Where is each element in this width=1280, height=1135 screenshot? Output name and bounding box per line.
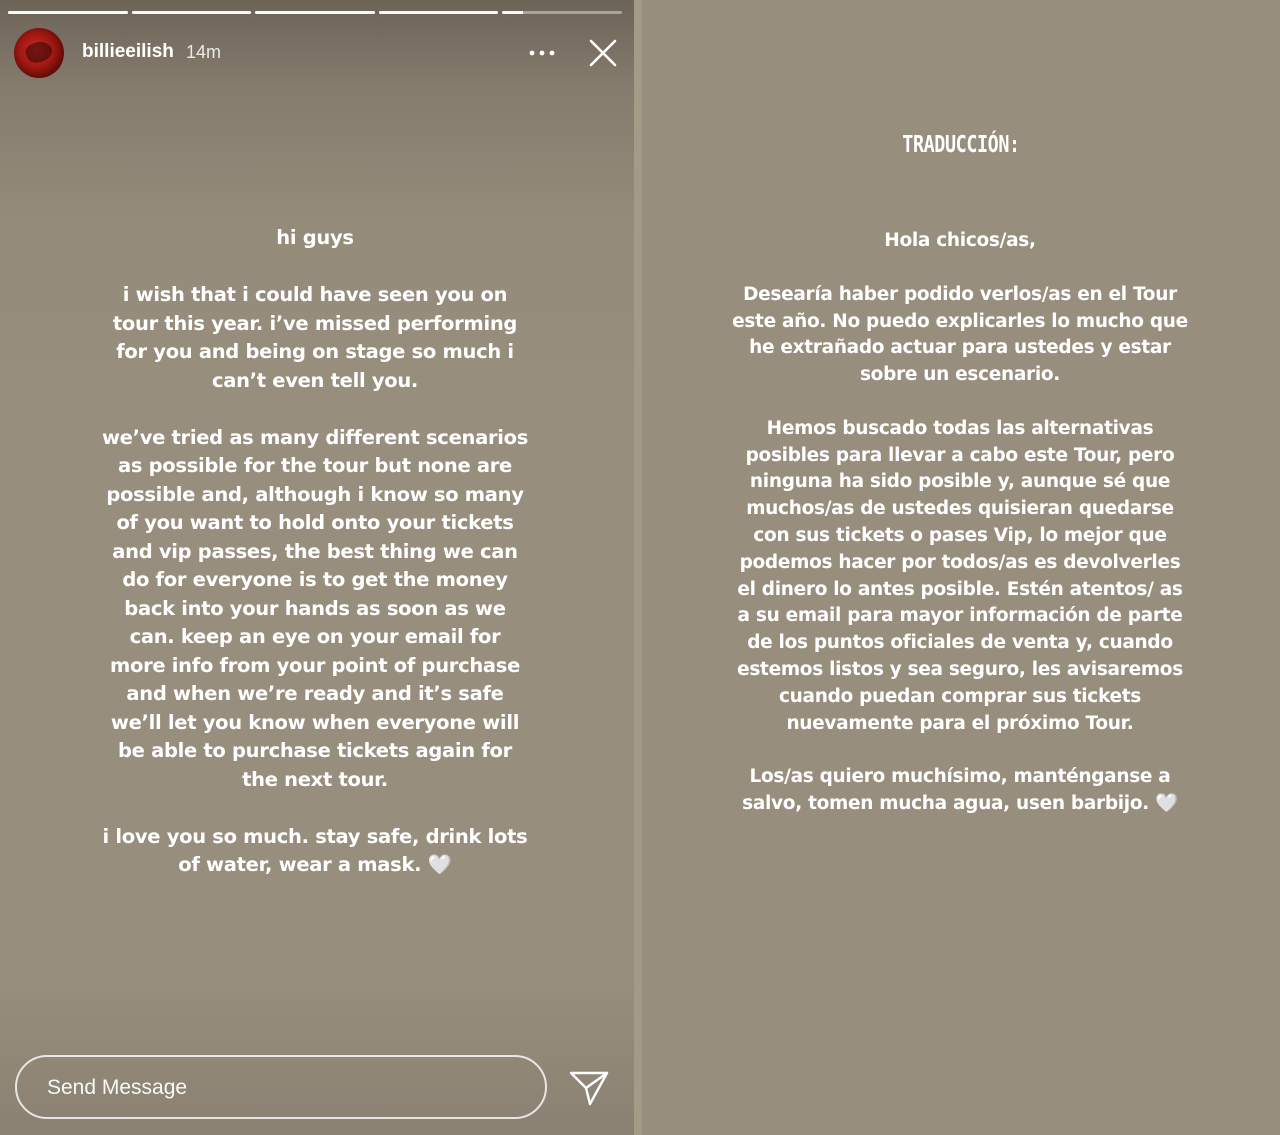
white-heart-icon: 🤍: [427, 853, 452, 876]
send-message-input[interactable]: [15, 1055, 547, 1119]
progress-segment: [8, 11, 128, 14]
translation-title: TRADUCCIÓN:: [902, 132, 1020, 158]
story-text: [100, 224, 530, 908]
white-heart-icon: 🤍: [1155, 792, 1178, 814]
translation-paragraph: [730, 764, 1190, 818]
progress-fill: [379, 11, 499, 14]
progress-segment: [502, 11, 622, 14]
more-options-icon[interactable]: [528, 48, 556, 58]
story-closing-text: i love you so much. stay safe, drink lots of water, wear a mask.: [102, 824, 528, 876]
progress-fill: [502, 11, 522, 14]
translation-paragraph: Hemos buscado todas las alternativas posibles para llevar a cabo este Tour, pero ninguna ha sido posible y, aunque sé que muchos/as de ustedes quisieran quedarse con sus tickets o pases Vip, lo mejor que podemos hacer por todos/as es devolverles el dinero lo antes posible. Estén atentos/ as a su email para mayor información de parte de los puntos oficiales de venta y, cuando estemos listos y sea seguro, les avisaremos cuando puedan comprar sus tickets nuevamente para el próximo Tour.: [737, 417, 1183, 734]
translation-text: [730, 228, 1190, 845]
send-icon[interactable]: [568, 1068, 610, 1108]
close-icon[interactable]: [588, 38, 618, 68]
story-paragraph: we’ve tried as many different scenarios as possible for the tour but none are possible and, although i know so many of you want to hold onto your tickets and vip passes, the best thing we can do for everyone is to get the money back into your hands as soon as we can. keep an eye on your email for more info from your point of purchase and when we’re ready and it’s safe we’ll let you know when everyone will be able to purchase tickets again for the next tour.: [101, 425, 529, 791]
panel-divider: [634, 0, 642, 1135]
progress-fill: [8, 11, 128, 14]
translation-paragraph: Hola chicos/as,: [884, 230, 1036, 251]
progress-fill: [132, 11, 252, 14]
send-message-placeholder: Send Message: [47, 1076, 188, 1099]
story-viewer[interactable]: [0, 0, 634, 1135]
translation-closing-text: Los/as quiero muchísimo, manténganse a salvo, tomen mucha agua, usen barbijo.: [742, 766, 1171, 814]
story-paragraph: hi guys: [276, 226, 354, 249]
progress-fill: [255, 11, 375, 14]
story-progress-bars: [8, 11, 622, 14]
time-ago: 14m: [186, 42, 222, 62]
translation-panel: [642, 0, 1280, 1135]
progress-segment: [132, 11, 252, 14]
progress-segment: [255, 11, 375, 14]
story-header: [14, 28, 620, 78]
story-paragraph: [100, 823, 530, 880]
username[interactable]: billieeilish: [82, 41, 174, 62]
avatar[interactable]: [14, 28, 64, 78]
translation-paragraph: Desearía haber podido verlos/as en el Tour este año. No puedo explicarles lo mucho que he extrañado actuar para ustedes y estar sobre un escenario.: [732, 283, 1188, 386]
progress-segment: [379, 11, 499, 14]
story-paragraph: i wish that i could have seen you on tour this year. i’ve missed performing for you and being on stage so much i can’t even tell you.: [112, 283, 518, 392]
